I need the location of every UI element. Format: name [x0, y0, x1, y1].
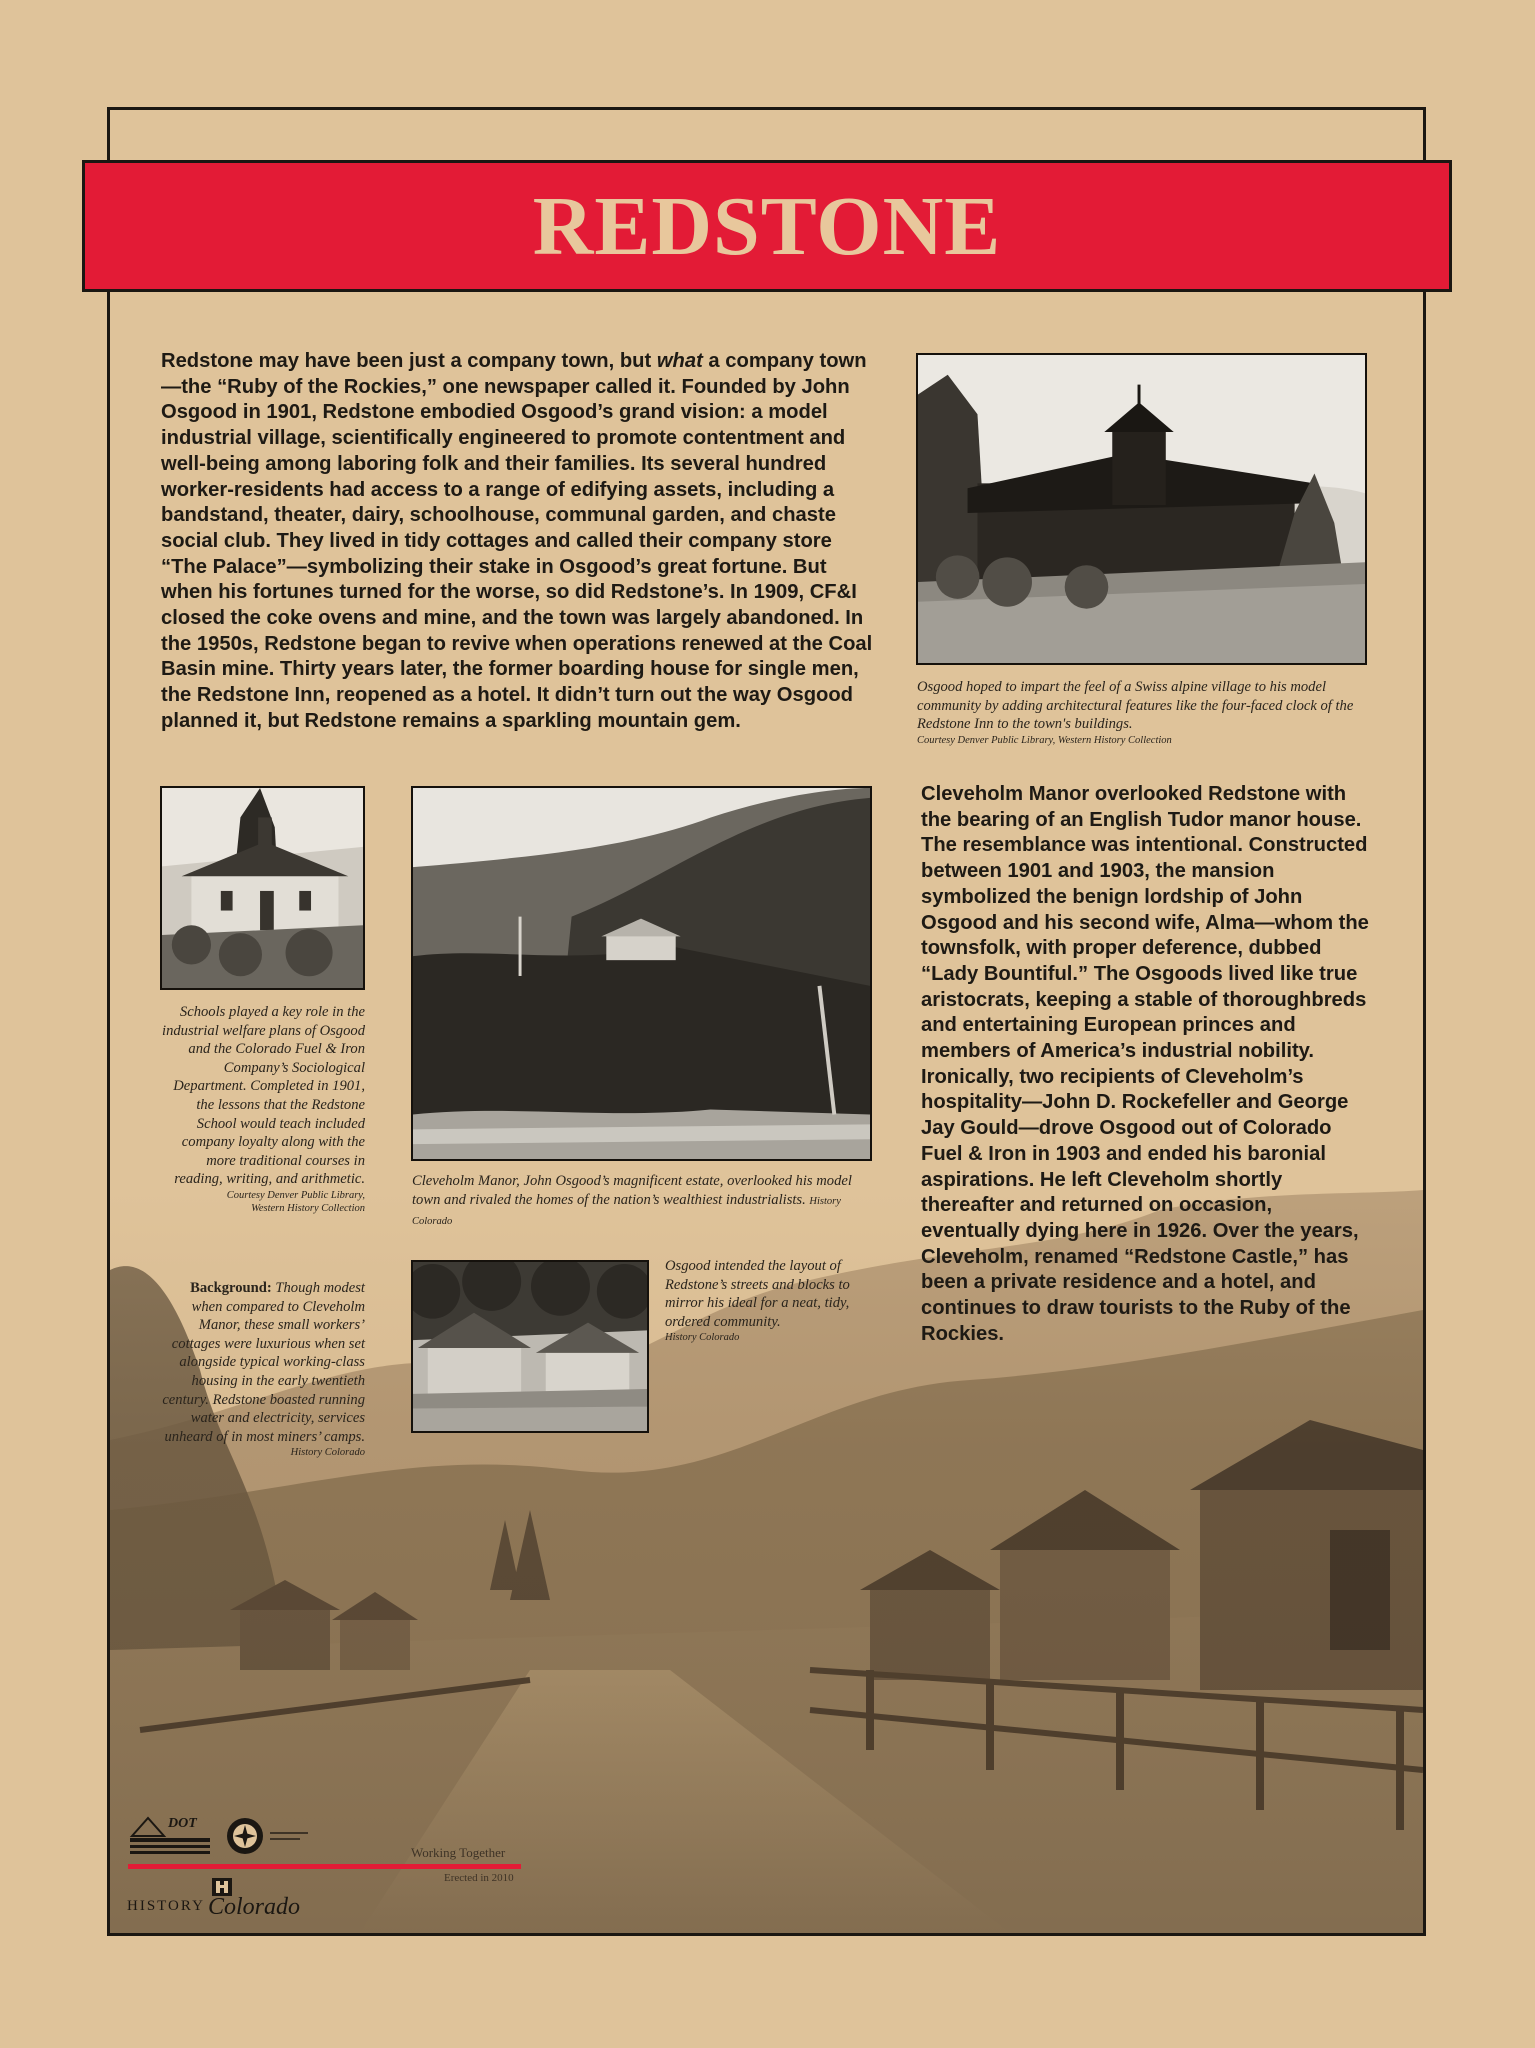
workers-cottages-photo — [411, 1260, 649, 1433]
school-caption-credit-2: Western History Collection — [251, 1202, 365, 1214]
erected-text: Erected in 2010 — [444, 1872, 514, 1884]
colorado-logo-text: Colorado — [208, 1894, 301, 1920]
history-logo-text: HISTORY — [127, 1898, 205, 1914]
manor-caption-text: Cleveholm Manor, John Osgood’s magnificent estate, overlooked his model town and rivaled the homes of the nation’s wealthiest industrialists. — [412, 1173, 852, 1208]
background-label: Background: — [190, 1280, 272, 1296]
redstone-school-photo — [160, 786, 365, 990]
dot-logo — [128, 1812, 212, 1858]
cleveholm-paragraph: Cleveholm Manor overlooked Redstone with the bearing of an English Tudor manor house. The resemblance was intentional. Constructed between 1901 and 1903, the mansion symbolized the benign lordship of John Osgood and his second wife, Alma—whom the townsfolk, with proper deference, dubbed “Lady Bountiful.” The Osgoods lived like true aristocrats, keeping a stable of thoroughbreds and entertaining European princes and members of America’s industrial nobility. Ironically, two recipients of Cleveholm’s hospitality—John D. Rockefeller and George Jay Gould—drove Osgood out of Colorado Fuel & Iron in 1903 and ended his baronial aspirations. He left Cleveholm shortly thereafter and returned on occasion, eventually dying here in 1926. Over the years, Cleveholm, renamed “Redstone Castle,” has been a private residence and a hotel, and continues to draw tourists to the Ruby of the Rockies. — [921, 783, 1369, 1345]
dot-logo-text: DOT — [168, 1816, 197, 1831]
redstone-inn-photo — [916, 353, 1367, 665]
background-caption — [156, 1279, 365, 1459]
footer-red-rule — [128, 1864, 521, 1869]
fhwa-seal-icon — [225, 1816, 265, 1856]
cottages-caption-text: Osgood intended the layout of Redstone’s streets and blocks to mirror his ideal for a neat, tidy, ordered community. — [665, 1258, 850, 1330]
inn-caption-text: Osgood hoped to impart the feel of a Swiss alpine village to his model community by adding architectural features like the four-faced clock of the Redstone Inn to the town's buildings. — [917, 679, 1354, 733]
inn-caption — [917, 678, 1367, 747]
school-caption-credit-1: Courtesy Denver Public Library, — [226, 1189, 365, 1201]
background-caption-credit: History Colorado — [290, 1447, 365, 1459]
intro-lead: Redstone may have been just a company town, but — [161, 350, 657, 372]
cottages-caption — [665, 1257, 885, 1344]
intro-rest: a company town—the “Ruby of the Rockies,” one newspaper called it. Founded by John Osgood in 1901, Redstone embodied Osgood’s grand vision: a model industrial village, scientifically engineered to promote contentment and well-being among laboring folk and their families. Its several hundred worker-residents had access to a range of edifying assets, including a bandstand, theater, dairy, schoolhouse, communal garden, and chaste social club. They lived in tidy cottages and called their company store “The Palace”—symbolizing their stake in Osgood’s great fortune. But when his fortunes turned for the worse, so did Redstone’s. In 1909, CF&I closed the coke ovens and mine, and the town was largely abandoned. In the 1950s, Redstone began to revive when operations renewed at the Coal Basin mine. Thirty years later, the former boarding house for single men, the Redstone Inn, reopened as a hotel. It didn’t turn out the way Osgood planned it, but Redstone remains a sparkling mountain gem. — [161, 350, 873, 732]
cottages-caption-credit: History Colorado — [665, 1332, 740, 1344]
manor-caption — [412, 1172, 872, 1232]
fhwa-label-lines-icon — [270, 1830, 310, 1844]
school-caption — [156, 1003, 365, 1215]
school-caption-text: Schools played a key role in the industrial welfare plans of Osgood and the Colorado Fuel & Iron Company’s Sociological Department. Completed in 1901, the lessons that the Redstone School would teach included company loyalty along with the more traditional courses in reading, writing, and arithmetic. — [162, 1004, 365, 1188]
manor-caption-credit: History Colorado — [412, 1195, 841, 1228]
intro-emphasis: what — [656, 350, 703, 372]
page-title: REDSTONE — [532, 179, 1002, 273]
intro-paragraph — [161, 349, 878, 735]
working-together-text: Working Together — [411, 1845, 506, 1860]
inn-caption-credit: Courtesy Denver Public Library, Western History Collection — [917, 734, 1172, 746]
title-banner — [82, 160, 1452, 292]
cleveholm-manor-photo — [411, 786, 872, 1161]
fhwa-seal — [225, 1816, 265, 1856]
fhwa-label — [270, 1830, 310, 1844]
background-caption-text: Though modest when compared to Cleveholm Manor, these small workers’ cottages were luxurious when set alongside typical working-class housing in the early twentieth century. Redstone boasted running water and electricity, services unheard of in most miners’ camps. — [162, 1280, 365, 1445]
